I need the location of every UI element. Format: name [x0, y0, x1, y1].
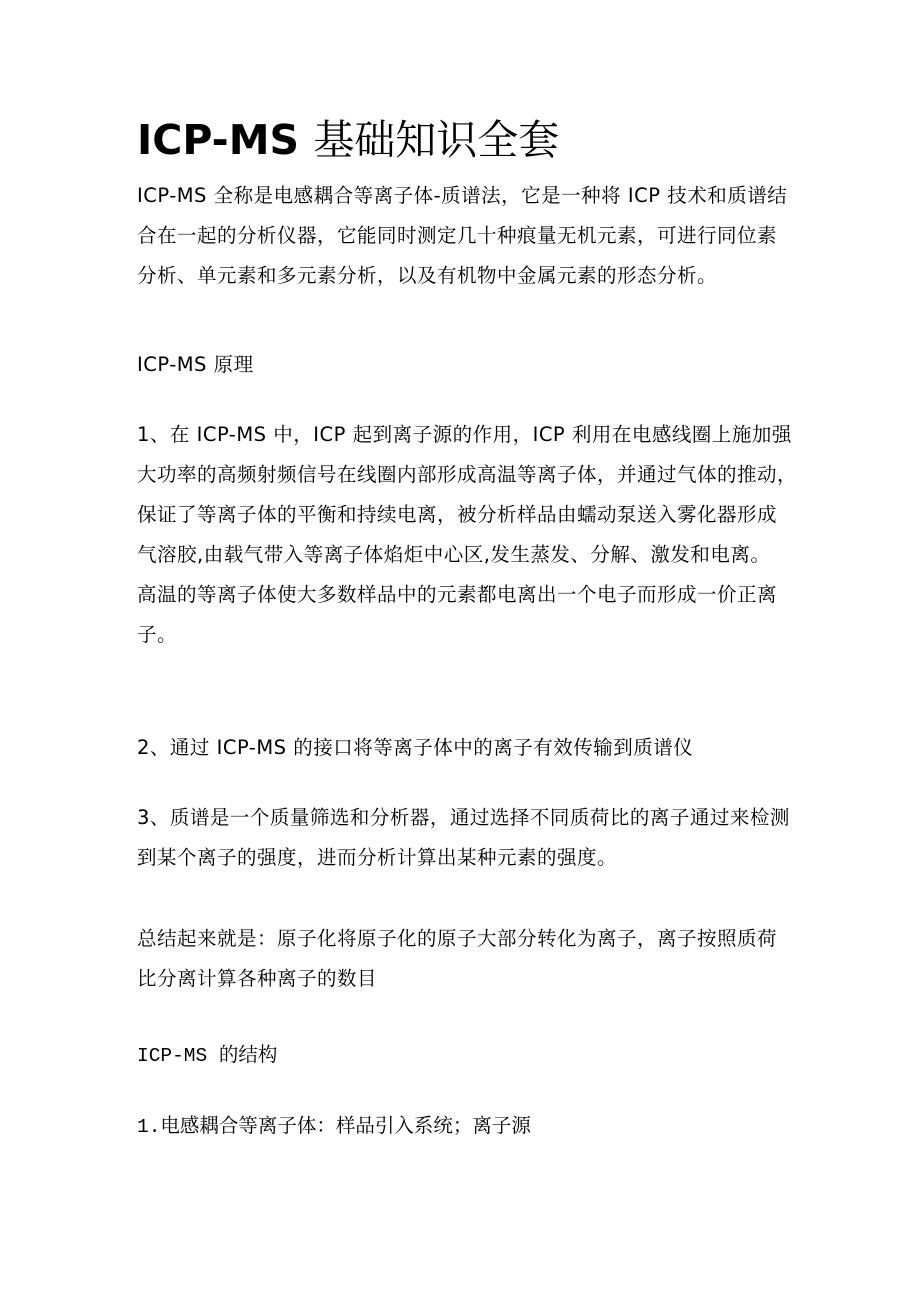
principle-1-line: 高温的等离子体使大多数样品中的元素都电离出一个电子而形成一价正离 [137, 583, 778, 606]
intro-line: 分析、单元素和多元素分析，以及有机物中金属元素的形态分析。 [137, 264, 718, 287]
principle-1-line: 子。 [137, 623, 178, 646]
title-latin: ICP-MS [137, 116, 300, 164]
structure-heading-text: ICP-MS 的结构 [137, 1045, 278, 1067]
intro-paragraph [137, 176, 797, 296]
document-title [137, 112, 559, 168]
principle-3-line: 到某个离子的强度，进而分析计算出某种元素的强度。 [137, 846, 618, 869]
summary-paragraph [137, 919, 797, 999]
structure-1-paragraph [137, 1107, 797, 1147]
principle-1-line: 气溶胶,由载气带入等离子体焰炬中心区,发生蒸发、分解、激发和电离。 [137, 543, 771, 566]
principle-3-paragraph [137, 798, 797, 878]
structure-heading [137, 1036, 797, 1076]
principle-2-line: 2、通过 ICP-MS 的接口将等离子体中的离子有效传输到质谱仪 [137, 736, 694, 759]
principle-heading-text: ICP-MS 原理 [137, 353, 254, 376]
principle-1-line: 大功率的高频射频信号在线圈内部形成高温等离子体，并通过气体的推动， [137, 463, 798, 486]
principle-1-line: 1、在 ICP-MS 中，ICP 起到离子源的作用，ICP 利用在电感线圈上施加强 [137, 423, 792, 446]
principle-1-paragraph [137, 415, 797, 655]
principle-heading [137, 345, 797, 385]
principle-3-line: 3、质谱是一个质量筛选和分析器，通过选择不同质荷比的离子通过来检测 [137, 806, 790, 829]
principle-2-paragraph [137, 728, 797, 768]
title-cjk: 基础知识全套 [313, 116, 560, 164]
summary-line: 总结起来就是：原子化将原子化的原子大部分转化为离子，离子按照质荷 [137, 927, 778, 950]
intro-line: ICP-MS 全称是电感耦合等离子体-质谱法，它是一种将 ICP 技术和质谱结 [137, 184, 788, 207]
structure-1-line: 1.电感耦合等离子体：样品引入系统；离子源 [137, 1116, 531, 1138]
principle-1-line: 保证了等离子体的平衡和持续电离，被分析样品由蠕动泵送入雾化器形成 [137, 503, 778, 526]
summary-line: 比分离计算各种离子的数目 [137, 967, 378, 990]
intro-line: 合在一起的分析仪器，它能同时测定几十种痕量无机元素，可进行同位素 [137, 224, 778, 247]
